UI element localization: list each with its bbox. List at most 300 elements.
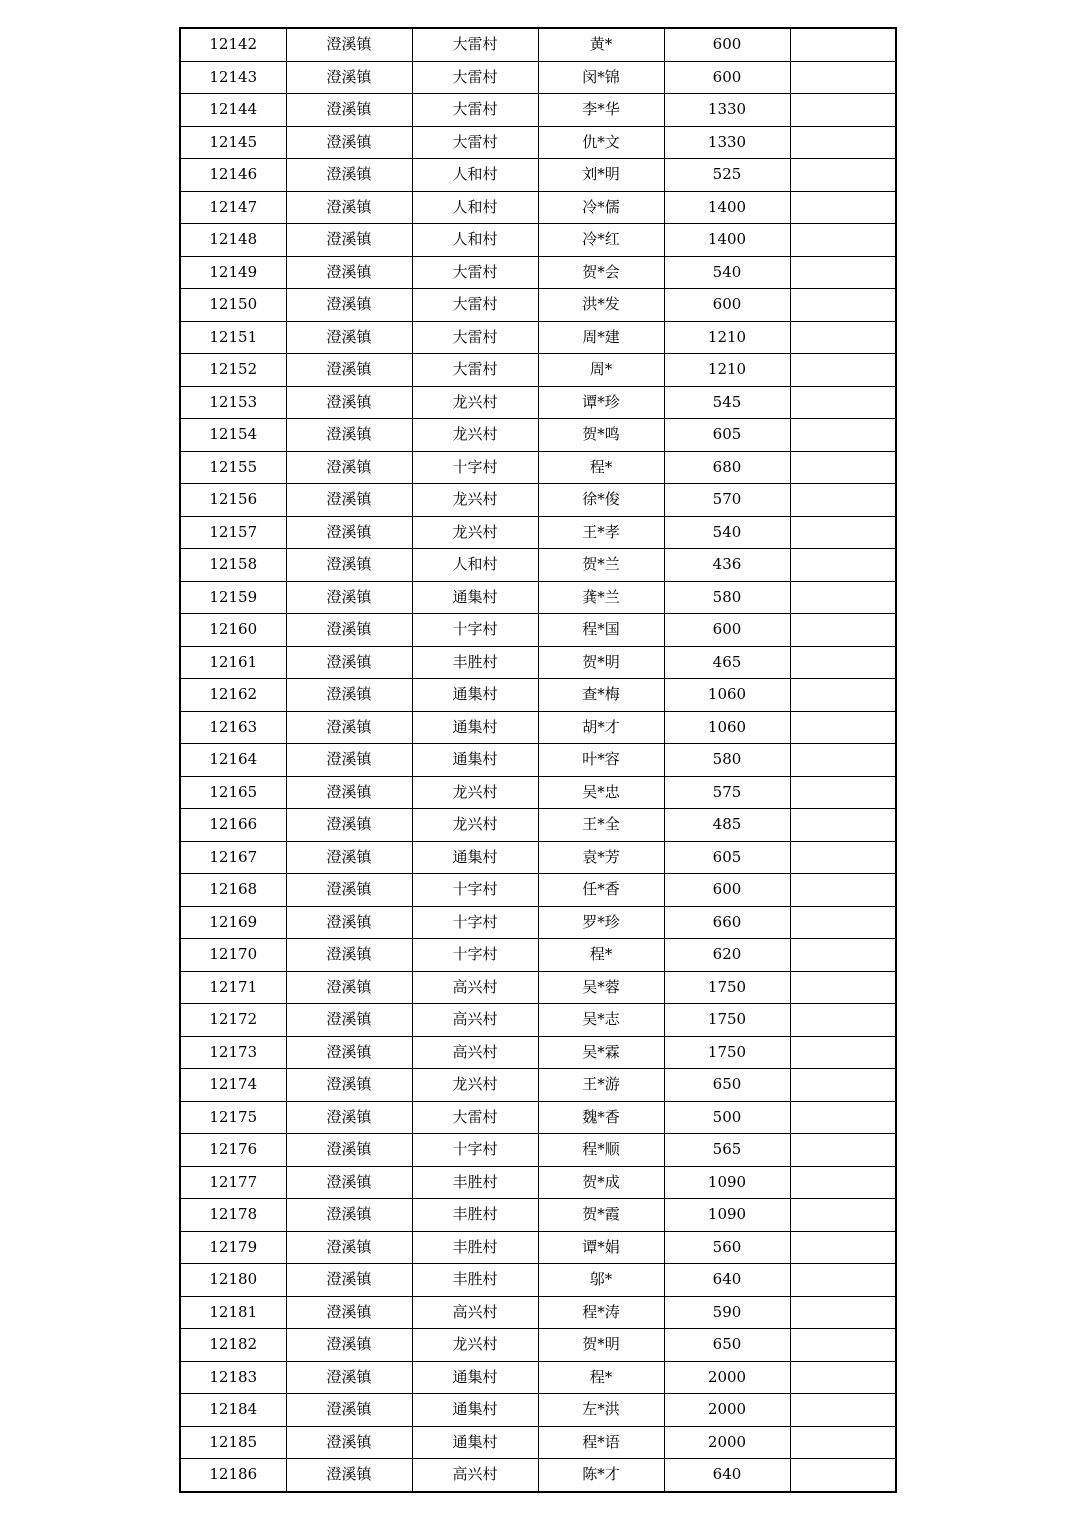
remarks-cell xyxy=(790,1426,896,1459)
name-cell: 程*顺 xyxy=(538,1134,664,1167)
town-cell: 澄溪镇 xyxy=(286,94,412,127)
name-cell: 程*涛 xyxy=(538,1296,664,1329)
record-number-cell: 12186 xyxy=(180,1459,286,1492)
table-row xyxy=(180,1134,896,1167)
village-cell: 丰胜村 xyxy=(412,1199,538,1232)
amount-cell: 1750 xyxy=(664,1036,790,1069)
remarks-cell xyxy=(790,1199,896,1232)
table-row xyxy=(180,94,896,127)
record-number-cell: 12144 xyxy=(180,94,286,127)
remarks-cell xyxy=(790,809,896,842)
name-cell: 胡*才 xyxy=(538,711,664,744)
remarks-cell xyxy=(790,224,896,257)
town-cell: 澄溪镇 xyxy=(286,451,412,484)
village-cell: 大雷村 xyxy=(412,1101,538,1134)
village-cell: 龙兴村 xyxy=(412,776,538,809)
village-cell: 龙兴村 xyxy=(412,1329,538,1362)
amount-cell: 605 xyxy=(664,841,790,874)
record-number-cell: 12163 xyxy=(180,711,286,744)
record-number-cell: 12145 xyxy=(180,126,286,159)
remarks-cell xyxy=(790,28,896,61)
remarks-cell xyxy=(790,94,896,127)
amount-cell: 2000 xyxy=(664,1426,790,1459)
town-cell: 澄溪镇 xyxy=(286,744,412,777)
amount-cell: 650 xyxy=(664,1329,790,1362)
record-number-cell: 12148 xyxy=(180,224,286,257)
village-cell: 大雷村 xyxy=(412,289,538,322)
record-number-cell: 12147 xyxy=(180,191,286,224)
town-cell: 澄溪镇 xyxy=(286,874,412,907)
name-cell: 王*全 xyxy=(538,809,664,842)
village-cell: 十字村 xyxy=(412,939,538,972)
village-cell: 通集村 xyxy=(412,1426,538,1459)
record-number-cell: 12176 xyxy=(180,1134,286,1167)
record-number-cell: 12162 xyxy=(180,679,286,712)
name-cell: 吴*志 xyxy=(538,1004,664,1037)
record-number-cell: 12160 xyxy=(180,614,286,647)
table-row xyxy=(180,516,896,549)
table-row xyxy=(180,711,896,744)
village-cell: 丰胜村 xyxy=(412,646,538,679)
remarks-cell xyxy=(790,1004,896,1037)
records-table xyxy=(179,27,897,1493)
table-row xyxy=(180,1426,896,1459)
remarks-cell xyxy=(790,451,896,484)
name-cell: 黄* xyxy=(538,28,664,61)
amount-cell: 600 xyxy=(664,28,790,61)
amount-cell: 680 xyxy=(664,451,790,484)
village-cell: 大雷村 xyxy=(412,94,538,127)
table-row xyxy=(180,419,896,452)
remarks-cell xyxy=(790,744,896,777)
town-cell: 澄溪镇 xyxy=(286,549,412,582)
table-row xyxy=(180,289,896,322)
amount-cell: 600 xyxy=(664,289,790,322)
amount-cell: 590 xyxy=(664,1296,790,1329)
name-cell: 贺*明 xyxy=(538,1329,664,1362)
record-number-cell: 12161 xyxy=(180,646,286,679)
amount-cell: 1400 xyxy=(664,191,790,224)
village-cell: 高兴村 xyxy=(412,1004,538,1037)
table-row xyxy=(180,1231,896,1264)
village-cell: 高兴村 xyxy=(412,1036,538,1069)
name-cell: 闵*锦 xyxy=(538,61,664,94)
table-row xyxy=(180,126,896,159)
amount-cell: 545 xyxy=(664,386,790,419)
record-number-cell: 12165 xyxy=(180,776,286,809)
name-cell: 任*香 xyxy=(538,874,664,907)
name-cell: 左*洪 xyxy=(538,1394,664,1427)
table-row xyxy=(180,646,896,679)
name-cell: 贺*明 xyxy=(538,646,664,679)
amount-cell: 580 xyxy=(664,581,790,614)
record-number-cell: 12179 xyxy=(180,1231,286,1264)
remarks-cell xyxy=(790,1069,896,1102)
record-number-cell: 12171 xyxy=(180,971,286,1004)
village-cell: 大雷村 xyxy=(412,61,538,94)
village-cell: 十字村 xyxy=(412,451,538,484)
name-cell: 袁*芳 xyxy=(538,841,664,874)
amount-cell: 1090 xyxy=(664,1199,790,1232)
remarks-cell xyxy=(790,841,896,874)
village-cell: 大雷村 xyxy=(412,28,538,61)
name-cell: 吴*霖 xyxy=(538,1036,664,1069)
remarks-cell xyxy=(790,191,896,224)
village-cell: 龙兴村 xyxy=(412,1069,538,1102)
village-cell: 丰胜村 xyxy=(412,1166,538,1199)
amount-cell: 600 xyxy=(664,614,790,647)
town-cell: 澄溪镇 xyxy=(286,1264,412,1297)
town-cell: 澄溪镇 xyxy=(286,126,412,159)
town-cell: 澄溪镇 xyxy=(286,809,412,842)
record-number-cell: 12184 xyxy=(180,1394,286,1427)
table-row xyxy=(180,1166,896,1199)
remarks-cell xyxy=(790,1134,896,1167)
amount-cell: 1090 xyxy=(664,1166,790,1199)
town-cell: 澄溪镇 xyxy=(286,61,412,94)
amount-cell: 640 xyxy=(664,1459,790,1492)
village-cell: 大雷村 xyxy=(412,321,538,354)
record-number-cell: 12167 xyxy=(180,841,286,874)
amount-cell: 1060 xyxy=(664,679,790,712)
record-number-cell: 12156 xyxy=(180,484,286,517)
town-cell: 澄溪镇 xyxy=(286,646,412,679)
village-cell: 十字村 xyxy=(412,906,538,939)
remarks-cell xyxy=(790,646,896,679)
amount-cell: 1210 xyxy=(664,321,790,354)
remarks-cell xyxy=(790,126,896,159)
amount-cell: 500 xyxy=(664,1101,790,1134)
amount-cell: 1210 xyxy=(664,354,790,387)
name-cell: 龚*兰 xyxy=(538,581,664,614)
record-number-cell: 12164 xyxy=(180,744,286,777)
name-cell: 魏*香 xyxy=(538,1101,664,1134)
record-number-cell: 12154 xyxy=(180,419,286,452)
record-number-cell: 12182 xyxy=(180,1329,286,1362)
record-number-cell: 12177 xyxy=(180,1166,286,1199)
name-cell: 陈*才 xyxy=(538,1459,664,1492)
record-number-cell: 12181 xyxy=(180,1296,286,1329)
amount-cell: 525 xyxy=(664,159,790,192)
table-row xyxy=(180,451,896,484)
amount-cell: 485 xyxy=(664,809,790,842)
town-cell: 澄溪镇 xyxy=(286,484,412,517)
amount-cell: 650 xyxy=(664,1069,790,1102)
name-cell: 谭*珍 xyxy=(538,386,664,419)
table-row xyxy=(180,549,896,582)
amount-cell: 575 xyxy=(664,776,790,809)
records-table-body xyxy=(180,28,896,1492)
remarks-cell xyxy=(790,1459,896,1492)
town-cell: 澄溪镇 xyxy=(286,1329,412,1362)
village-cell: 龙兴村 xyxy=(412,419,538,452)
amount-cell: 540 xyxy=(664,256,790,289)
record-number-cell: 12173 xyxy=(180,1036,286,1069)
amount-cell: 1330 xyxy=(664,94,790,127)
table-row xyxy=(180,321,896,354)
remarks-cell xyxy=(790,549,896,582)
table-row xyxy=(180,386,896,419)
remarks-cell xyxy=(790,1166,896,1199)
remarks-cell xyxy=(790,581,896,614)
name-cell: 王*游 xyxy=(538,1069,664,1102)
name-cell: 王*孝 xyxy=(538,516,664,549)
name-cell: 冷*红 xyxy=(538,224,664,257)
name-cell: 仇*文 xyxy=(538,126,664,159)
record-number-cell: 12142 xyxy=(180,28,286,61)
village-cell: 大雷村 xyxy=(412,256,538,289)
record-number-cell: 12159 xyxy=(180,581,286,614)
name-cell: 吴*忠 xyxy=(538,776,664,809)
village-cell: 大雷村 xyxy=(412,354,538,387)
remarks-cell xyxy=(790,386,896,419)
town-cell: 澄溪镇 xyxy=(286,516,412,549)
village-cell: 龙兴村 xyxy=(412,516,538,549)
town-cell: 澄溪镇 xyxy=(286,1036,412,1069)
table-row xyxy=(180,61,896,94)
remarks-cell xyxy=(790,256,896,289)
record-number-cell: 12166 xyxy=(180,809,286,842)
amount-cell: 540 xyxy=(664,516,790,549)
amount-cell: 2000 xyxy=(664,1394,790,1427)
amount-cell: 570 xyxy=(664,484,790,517)
town-cell: 澄溪镇 xyxy=(286,841,412,874)
remarks-cell xyxy=(790,289,896,322)
village-cell: 高兴村 xyxy=(412,1459,538,1492)
town-cell: 澄溪镇 xyxy=(286,289,412,322)
record-number-cell: 12183 xyxy=(180,1361,286,1394)
record-number-cell: 12169 xyxy=(180,906,286,939)
town-cell: 澄溪镇 xyxy=(286,386,412,419)
record-number-cell: 12175 xyxy=(180,1101,286,1134)
remarks-cell xyxy=(790,1296,896,1329)
table-row xyxy=(180,581,896,614)
village-cell: 通集村 xyxy=(412,581,538,614)
remarks-cell xyxy=(790,679,896,712)
village-cell: 十字村 xyxy=(412,1134,538,1167)
remarks-cell xyxy=(790,711,896,744)
record-number-cell: 12149 xyxy=(180,256,286,289)
town-cell: 澄溪镇 xyxy=(286,28,412,61)
record-number-cell: 12153 xyxy=(180,386,286,419)
name-cell: 程*语 xyxy=(538,1426,664,1459)
village-cell: 龙兴村 xyxy=(412,809,538,842)
remarks-cell xyxy=(790,419,896,452)
village-cell: 丰胜村 xyxy=(412,1231,538,1264)
name-cell: 冷*儒 xyxy=(538,191,664,224)
remarks-cell xyxy=(790,1101,896,1134)
amount-cell: 580 xyxy=(664,744,790,777)
table-row xyxy=(180,1264,896,1297)
remarks-cell xyxy=(790,614,896,647)
table-row xyxy=(180,614,896,647)
table-row xyxy=(180,1004,896,1037)
village-cell: 高兴村 xyxy=(412,1296,538,1329)
record-number-cell: 12143 xyxy=(180,61,286,94)
name-cell: 程* xyxy=(538,451,664,484)
table-row xyxy=(180,906,896,939)
table-row xyxy=(180,744,896,777)
remarks-cell xyxy=(790,971,896,1004)
town-cell: 澄溪镇 xyxy=(286,776,412,809)
name-cell: 洪*发 xyxy=(538,289,664,322)
amount-cell: 1400 xyxy=(664,224,790,257)
name-cell: 周*建 xyxy=(538,321,664,354)
town-cell: 澄溪镇 xyxy=(286,1361,412,1394)
remarks-cell xyxy=(790,1264,896,1297)
village-cell: 人和村 xyxy=(412,191,538,224)
town-cell: 澄溪镇 xyxy=(286,1101,412,1134)
table-row xyxy=(180,841,896,874)
amount-cell: 465 xyxy=(664,646,790,679)
amount-cell: 1060 xyxy=(664,711,790,744)
name-cell: 程* xyxy=(538,1361,664,1394)
town-cell: 澄溪镇 xyxy=(286,159,412,192)
remarks-cell xyxy=(790,776,896,809)
amount-cell: 1750 xyxy=(664,971,790,1004)
table-row xyxy=(180,1101,896,1134)
amount-cell: 2000 xyxy=(664,1361,790,1394)
village-cell: 高兴村 xyxy=(412,971,538,1004)
town-cell: 澄溪镇 xyxy=(286,191,412,224)
table-row xyxy=(180,1199,896,1232)
table-row xyxy=(180,159,896,192)
remarks-cell xyxy=(790,1361,896,1394)
remarks-cell xyxy=(790,874,896,907)
record-number-cell: 12180 xyxy=(180,1264,286,1297)
town-cell: 澄溪镇 xyxy=(286,419,412,452)
town-cell: 澄溪镇 xyxy=(286,581,412,614)
name-cell: 查*梅 xyxy=(538,679,664,712)
town-cell: 澄溪镇 xyxy=(286,679,412,712)
table-row xyxy=(180,256,896,289)
amount-cell: 620 xyxy=(664,939,790,972)
remarks-cell xyxy=(790,1231,896,1264)
name-cell: 贺*霞 xyxy=(538,1199,664,1232)
village-cell: 通集村 xyxy=(412,1361,538,1394)
table-row xyxy=(180,224,896,257)
remarks-cell xyxy=(790,321,896,354)
name-cell: 叶*容 xyxy=(538,744,664,777)
name-cell: 邬* xyxy=(538,1264,664,1297)
remarks-cell xyxy=(790,484,896,517)
amount-cell: 1750 xyxy=(664,1004,790,1037)
record-number-cell: 12152 xyxy=(180,354,286,387)
amount-cell: 600 xyxy=(664,874,790,907)
record-number-cell: 12158 xyxy=(180,549,286,582)
table-row xyxy=(180,679,896,712)
village-cell: 通集村 xyxy=(412,841,538,874)
town-cell: 澄溪镇 xyxy=(286,1199,412,1232)
amount-cell: 436 xyxy=(664,549,790,582)
name-cell: 贺*成 xyxy=(538,1166,664,1199)
town-cell: 澄溪镇 xyxy=(286,1426,412,1459)
amount-cell: 660 xyxy=(664,906,790,939)
town-cell: 澄溪镇 xyxy=(286,906,412,939)
town-cell: 澄溪镇 xyxy=(286,614,412,647)
name-cell: 贺*会 xyxy=(538,256,664,289)
village-cell: 人和村 xyxy=(412,224,538,257)
table-row xyxy=(180,191,896,224)
village-cell: 通集村 xyxy=(412,744,538,777)
name-cell: 刘*明 xyxy=(538,159,664,192)
record-number-cell: 12150 xyxy=(180,289,286,322)
record-number-cell: 12155 xyxy=(180,451,286,484)
village-cell: 龙兴村 xyxy=(412,386,538,419)
town-cell: 澄溪镇 xyxy=(286,321,412,354)
town-cell: 澄溪镇 xyxy=(286,1296,412,1329)
table-row xyxy=(180,28,896,61)
table-row xyxy=(180,939,896,972)
table-row xyxy=(180,1459,896,1492)
amount-cell: 640 xyxy=(664,1264,790,1297)
town-cell: 澄溪镇 xyxy=(286,971,412,1004)
village-cell: 十字村 xyxy=(412,874,538,907)
town-cell: 澄溪镇 xyxy=(286,1134,412,1167)
name-cell: 贺*兰 xyxy=(538,549,664,582)
village-cell: 龙兴村 xyxy=(412,484,538,517)
town-cell: 澄溪镇 xyxy=(286,1004,412,1037)
name-cell: 程* xyxy=(538,939,664,972)
amount-cell: 565 xyxy=(664,1134,790,1167)
name-cell: 徐*俊 xyxy=(538,484,664,517)
record-number-cell: 12174 xyxy=(180,1069,286,1102)
village-cell: 丰胜村 xyxy=(412,1264,538,1297)
village-cell: 十字村 xyxy=(412,614,538,647)
name-cell: 罗*珍 xyxy=(538,906,664,939)
table-row xyxy=(180,1036,896,1069)
remarks-cell xyxy=(790,939,896,972)
table-row xyxy=(180,1296,896,1329)
remarks-cell xyxy=(790,354,896,387)
name-cell: 李*华 xyxy=(538,94,664,127)
record-number-cell: 12178 xyxy=(180,1199,286,1232)
amount-cell: 560 xyxy=(664,1231,790,1264)
name-cell: 谭*娟 xyxy=(538,1231,664,1264)
town-cell: 澄溪镇 xyxy=(286,939,412,972)
remarks-cell xyxy=(790,1036,896,1069)
table-row xyxy=(180,809,896,842)
village-cell: 通集村 xyxy=(412,711,538,744)
village-cell: 人和村 xyxy=(412,549,538,582)
remarks-cell xyxy=(790,906,896,939)
village-cell: 人和村 xyxy=(412,159,538,192)
name-cell: 贺*鸣 xyxy=(538,419,664,452)
record-number-cell: 12172 xyxy=(180,1004,286,1037)
table-row xyxy=(180,971,896,1004)
town-cell: 澄溪镇 xyxy=(286,1166,412,1199)
table-row xyxy=(180,1329,896,1362)
record-number-cell: 12185 xyxy=(180,1426,286,1459)
table-row xyxy=(180,1069,896,1102)
record-number-cell: 12170 xyxy=(180,939,286,972)
amount-cell: 605 xyxy=(664,419,790,452)
record-number-cell: 12151 xyxy=(180,321,286,354)
table-row xyxy=(180,1394,896,1427)
name-cell: 程*国 xyxy=(538,614,664,647)
town-cell: 澄溪镇 xyxy=(286,1069,412,1102)
village-cell: 大雷村 xyxy=(412,126,538,159)
village-cell: 通集村 xyxy=(412,679,538,712)
table-row xyxy=(180,776,896,809)
remarks-cell xyxy=(790,1394,896,1427)
amount-cell: 1330 xyxy=(664,126,790,159)
table-row xyxy=(180,874,896,907)
town-cell: 澄溪镇 xyxy=(286,1459,412,1492)
record-number-cell: 12146 xyxy=(180,159,286,192)
remarks-cell xyxy=(790,1329,896,1362)
remarks-cell xyxy=(790,516,896,549)
